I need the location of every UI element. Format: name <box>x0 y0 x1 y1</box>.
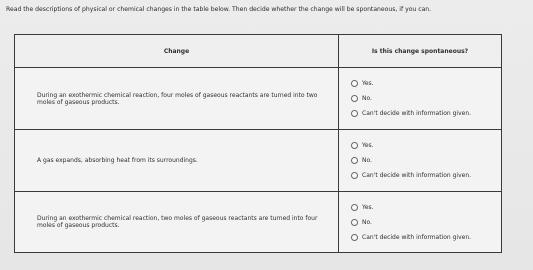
header-spontaneous: Is this change spontaneous? <box>339 35 502 68</box>
change-description: During an exothermic chemical reaction, two moles of gaseous reactants are turned into four moles of gaseous products. <box>15 192 339 253</box>
option-label: Can't decide with information given. <box>362 110 472 117</box>
option-label: Yes. <box>362 80 374 87</box>
instructions-text: Read the descriptions of physical or chemical changes in the table below. Then decide whether the change will be spontaneous, if you can. <box>6 6 432 13</box>
option-label: No. <box>362 157 372 164</box>
table-row <box>15 130 502 192</box>
option-label: Yes. <box>362 203 374 211</box>
radio-button[interactable] <box>351 234 358 241</box>
radio-button[interactable] <box>351 142 358 149</box>
option-no[interactable] <box>351 153 501 168</box>
radio-button[interactable] <box>351 95 358 102</box>
table-row <box>15 68 502 130</box>
answer-options <box>339 68 502 130</box>
changes-table <box>14 34 502 253</box>
table-row <box>15 192 502 253</box>
radio-button[interactable] <box>351 204 358 211</box>
option-cant-decide[interactable] <box>351 106 501 121</box>
option-no[interactable] <box>351 215 501 230</box>
option-label: No. <box>362 95 372 102</box>
option-label: No. <box>362 218 372 226</box>
option-cant-decide[interactable] <box>351 168 501 183</box>
radio-button[interactable] <box>351 157 358 164</box>
option-label: Can't decide with information given. <box>362 233 472 241</box>
radio-button[interactable] <box>351 110 358 117</box>
header-change: Change <box>15 35 339 68</box>
change-description: During an exothermic chemical reaction, four moles of gaseous reactants are turned into two moles of gaseous products. <box>15 68 339 130</box>
option-yes[interactable] <box>351 138 501 153</box>
change-description: A gas expands, absorbing heat from its surroundings. <box>15 130 339 192</box>
option-label: Can't decide with information given. <box>362 172 472 179</box>
answer-options <box>339 192 502 253</box>
radio-button[interactable] <box>351 172 358 179</box>
radio-button[interactable] <box>351 219 358 226</box>
option-cant-decide[interactable] <box>351 230 501 245</box>
option-yes[interactable] <box>351 200 501 215</box>
option-label: Yes. <box>362 142 374 149</box>
option-no[interactable] <box>351 91 501 106</box>
table-header-row <box>15 35 502 68</box>
answer-options <box>339 130 502 192</box>
radio-button[interactable] <box>351 80 358 87</box>
option-yes[interactable] <box>351 76 501 91</box>
